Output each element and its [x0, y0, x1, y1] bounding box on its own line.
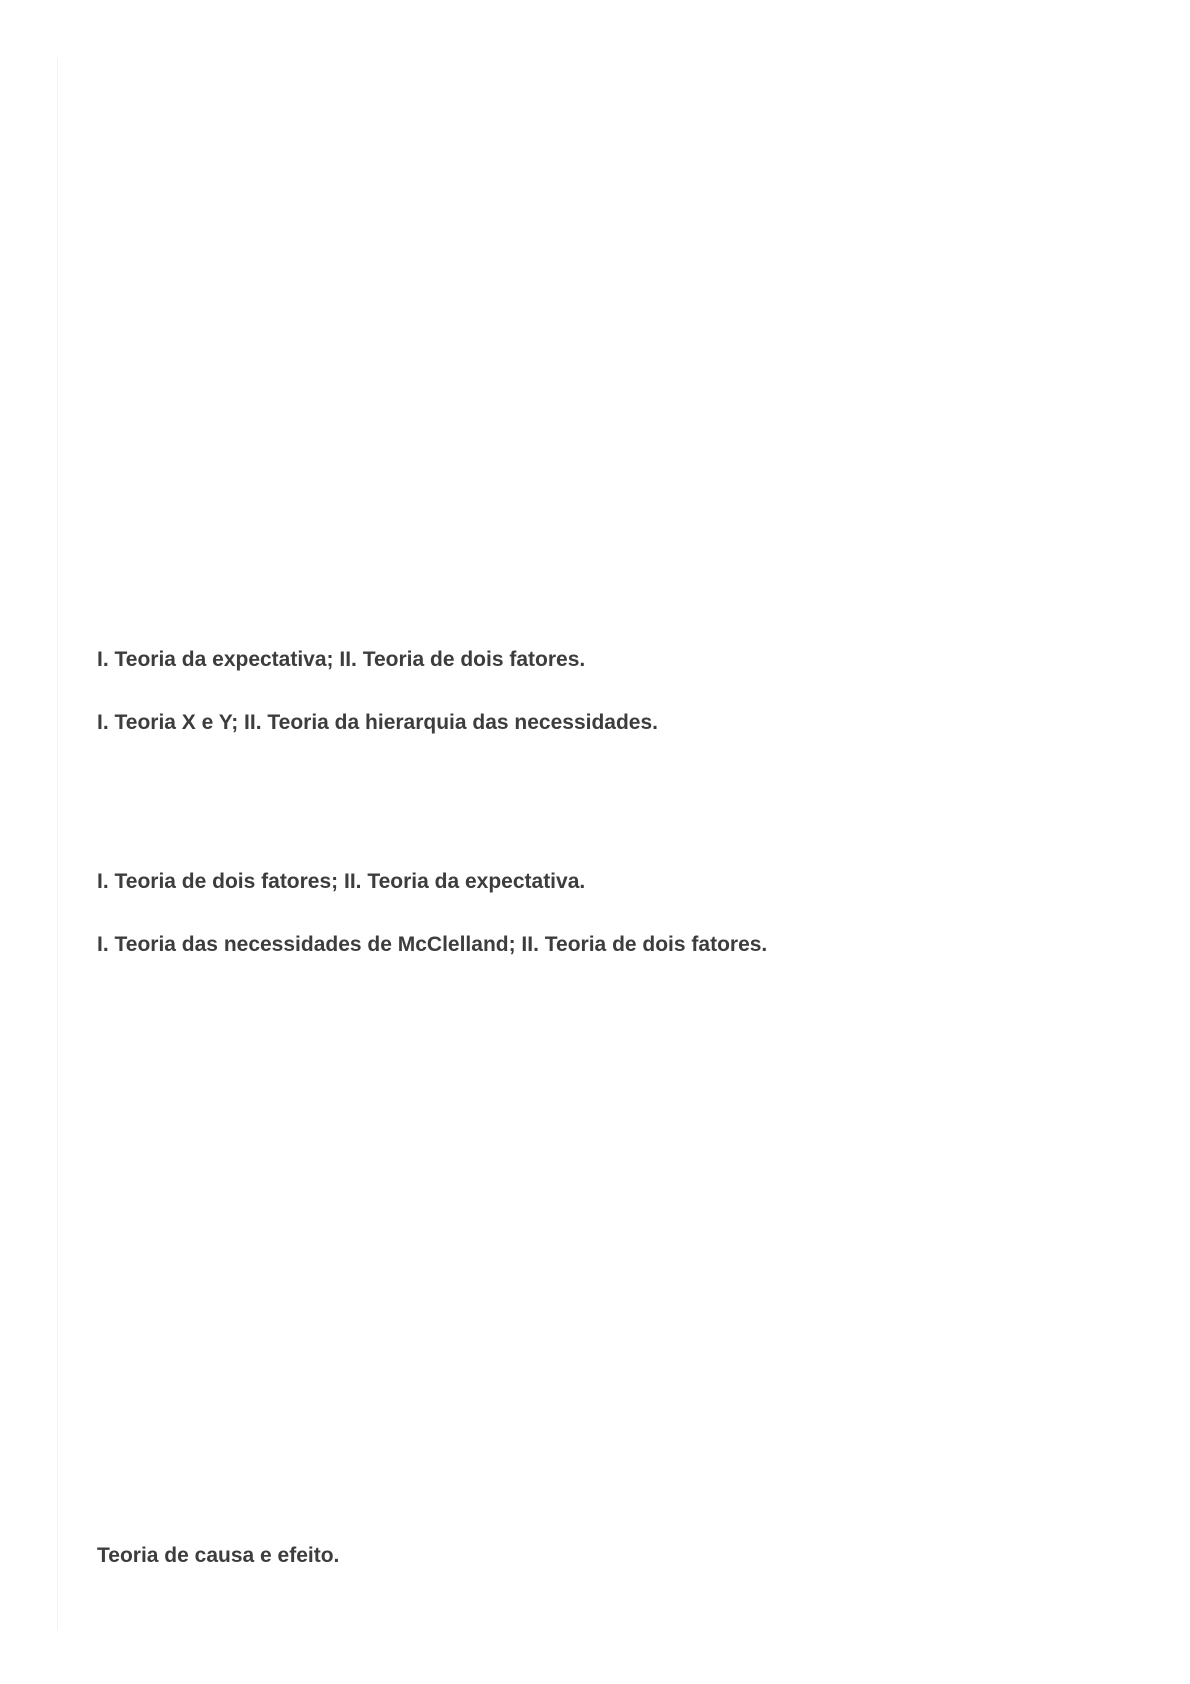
answer-option-3[interactable]: I. Teoria de dois fatores; II. Teoria da expectativa. [97, 870, 586, 893]
answer-option-5[interactable]: Teoria de causa e efeito. [97, 1544, 340, 1567]
answer-option-2[interactable]: I. Teoria X e Y; II. Teoria da hierarquia das necessidades. [97, 711, 659, 734]
answer-option-4[interactable]: I. Teoria das necessidades de McClelland; II. Teoria de dois fatores. [97, 933, 768, 956]
answer-option-1[interactable]: I. Teoria da expectativa; II. Teoria de dois fatores. [97, 648, 586, 671]
question-card [57, 58, 1190, 1630]
